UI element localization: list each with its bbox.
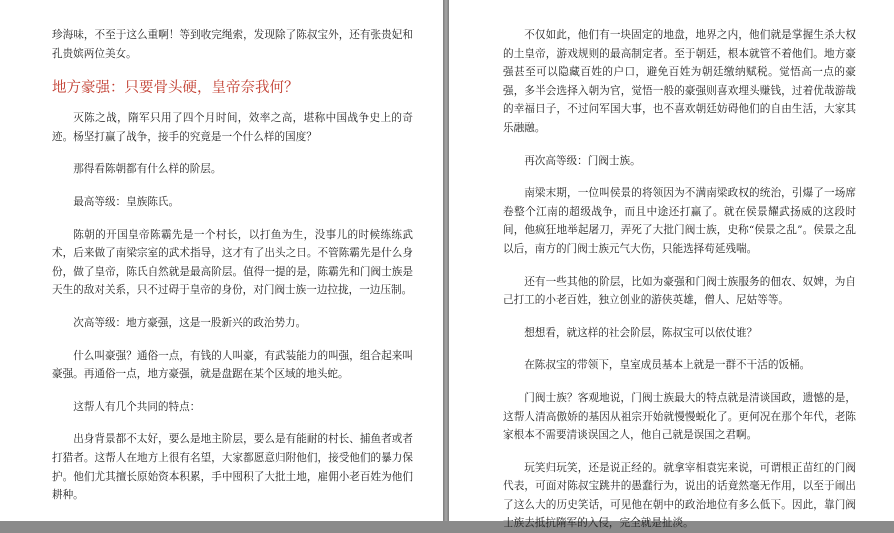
paragraph: 这帮人有几个共同的特点： — [73, 400, 201, 413]
paragraph: 灭陈之战，隋军只用了四个月时间，效率之高，堪称中国战争史上的奇迹。杨坚打赢了战争，接手的究竟是一个什么样的国度？ — [52, 112, 413, 143]
paragraph: 在陈叔宝的带领下，皇室成员基本上就是一群不干活的饭桶。 — [524, 359, 811, 372]
paragraph: 次高等级：地方豪强，这是一股新兴的政治势力。 — [73, 316, 307, 329]
paragraph: 最高等级：皇族陈氏。 — [73, 195, 180, 208]
paragraph: 珍海味，不至于这么重啊！等到收完绳索，发现除了陈叔宝外，还有张贵妃和孔贵嫔两位美女。 — [52, 29, 413, 60]
paragraph: 南梁末期，一位叫侯景的将领因为不满南梁政权的统治，引爆了一场席卷整个江南的超级战争，而且中途还打赢了。就在侯景耀武扬威的这段时间，他疯狂地举起屠刀，弄死了大批门阀士族，史称“侯景之乱”。侯景之乱以后，南方的门阀士族元气大伤，只能选择苟延残喘。 — [503, 187, 856, 255]
paragraph: 什么叫豪强？通俗一点，有钱的人叫豪，有武装能力的叫强，组合起来叫豪强。再通俗一点，地方豪强，就是盘踞在某个区域的地头蛇。 — [52, 349, 413, 381]
left-page — [0, 0, 443, 521]
paragraph: 陈朝的开国皇帝陈霸先是一个村长，以打鱼为生，没事儿的时候练练武术，后来做了南梁宗室的武术指导，这才有了出头之日。不管陈霸先是什么身份，做了皇帝，陈氏自然就是最高阶层。值得一提的是，陈霸先和门阀士族是天生的敌对关系，只不过碍于皇帝的身份，对门阀士族一边拉拢，一边压制。 — [52, 228, 413, 297]
paragraph: 还有一些其他的阶层，比如为豪强和门阀士族服务的佃农、奴婢，为自己打工的小老百姓，独立创业的游侠英雄，僧人、尼姑等等。 — [503, 275, 856, 307]
section-heading: 地方豪强：只要骨头硬，皇帝奈我何？ — [52, 80, 299, 97]
paragraph: 门阀士族？客观地说，门阀士族最大的特点就是清谈国政，遗憾的是，这帮人清高傲娇的基因从祖宗开始就慢慢蜕化了。更何况在那个年代，老陈家根本不需要清谈误国之人，他自己就是误国之君啊。 — [503, 391, 856, 442]
paragraph: 玩笑归玩笑，还是说正经的。就拿宰相袁宪来说，可谓根正苗红的门阀代表，可面对陈叔宝跳井的愚蠢行为，说出的话竟然毫无作用，以至于闹出了这么大的历史笑话，可见他在朝中的政治地位有多么低下。因此，靠门阀士族去抵抗隋军的入侵，完全就是扯淡。 — [503, 461, 856, 530]
paragraph: 想想看，就这样的社会阶层，陈叔宝可以依仗谁？ — [524, 326, 758, 339]
paragraph: 那得看陈朝都有什么样的阶层。 — [73, 163, 222, 176]
paragraph: 不仅如此，他们有一块固定的地盘，地界之内，他们就是掌握生杀大权的土皇帝，游戏规则的最高制定者。至于朝廷，根本就管不着他们。地方豪强甚至可以隐藏百姓的户口，避免百姓为朝廷缴纳赋税。觉悟高一点的豪强，多半会选择入朝为官，觉悟一般的豪强则喜欢埋头赚钱，过着优哉游哉的幸福日子，不过问军国大事，也不喜欢朝廷妨碍他们的自由生活，大家其乐融融。 — [503, 29, 856, 134]
right-page — [449, 0, 894, 530]
paragraph: 再次高等级：门阀士族。 — [524, 154, 641, 167]
paragraph: 出身背景都不太好，要么是地主阶层，要么是有能耐的村长、捕鱼者或者打猎者。这帮人在地方上很有名望，大家都愿意归附他们，接受他们的暴力保护。他们尤其擅长原始资本积累，手中囤积了大批土地，雇佣小老百姓为他们耕种。 — [52, 433, 413, 502]
